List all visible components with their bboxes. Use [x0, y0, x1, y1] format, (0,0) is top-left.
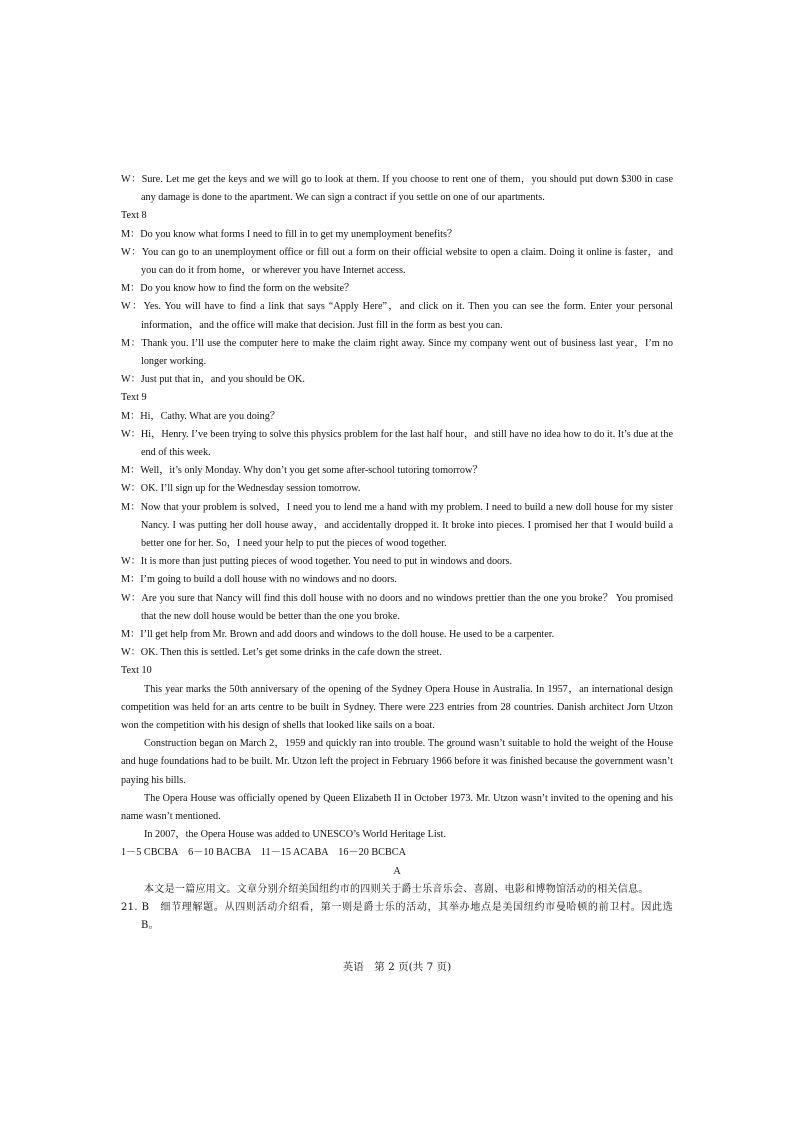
section-heading: Text 10 [121, 665, 152, 677]
section-heading: Text 8 [121, 210, 147, 222]
dialogue-line: W：You can go to an unemployment office or fill out a form on their official website to open a claim. Doing it online is faster，and you can do it from home，or wherever you have Internet access. [121, 246, 673, 276]
dialogue-line: W：OK. I’ll sign up for the Wednesday session tomorrow. [121, 483, 361, 495]
document-body [121, 171, 673, 935]
dialogue-line: W：OK. Then this is settled. Let’s get some drinks in the cafe down the street. [121, 647, 442, 659]
section-heading: Text 9 [121, 392, 147, 404]
section-letter: A [393, 865, 401, 877]
question-explanation: 21. B 细节理解题。从四则活动介绍看，第一则是爵士乐的活动，其举办地点是美国纽约市曼哈顿的前卫村。因此选 B。 [121, 902, 673, 932]
dialogue-line: M：I’ll get help from Mr. Brown and add doors and windows to the doll house. He used to be a carpenter. [121, 629, 555, 641]
dialogue-line: M：Do you know what forms I need to fill in to get my unemployment benefits？ [121, 228, 458, 240]
dialogue-line: W：Sure. Let me get the keys and we will go to look at them. If you choose to rent one of them，you should put down $300 in case any damage is done to the apartment. We can sign a contract if you settle on one of our apartments. [121, 174, 673, 204]
passage-paragraph: This year marks the 50th anniversary of the opening of the Sydney Opera House in Australia. In 1957，an international design competition was held for an arts centre to be built in Sydney. There were 223 entries from 28 countries. Danish architect Jorn Utzon won the competition with his design of shells that looked like sails on a boat. [121, 683, 673, 732]
dialogue-line: M：Hi，Cathy. What are you doing？ [121, 410, 281, 422]
dialogue-line: W：It is more than just putting pieces of wood together. You need to put in windows and doors. [121, 556, 513, 568]
passage-paragraph: The Opera House was officially opened by Queen Elizabeth II in October 1973. Mr. Utzon wasn’t invited to the opening and his name wasn’t mentioned. [121, 792, 673, 823]
dialogue-line: M：Thank you. I’ll use the computer here to make the claim right away. Since my company went out of business last year，I’m no longer working. [121, 337, 673, 368]
dialogue-line: M：Now that your problem is solved，I need you to lend me a hand with my problem. I need to build a new doll house for my sister Nancy. I was putting her doll house away，and accidentally dropped it. It broke into pieces. I promised her that I would build a better one for her. So，I need your help to put the pieces of wood together. [121, 501, 673, 550]
dialogue-line: W：Yes. You will have to find a link that says “Apply Here”，and click on it. Then you can see the form. Enter your personal information，and the office will make that decision. Just fill in the form as best you can. [121, 301, 673, 331]
dialogue-line: M：Well，it’s only Monday. Why don’t you get some after-school tutoring tomorrow？ [121, 465, 483, 477]
page-footer: 英语 第 2 页(共 7 页) [342, 961, 452, 973]
passage-paragraph: Construction began on March 2，1959 and quickly ran into trouble. The ground wasn’t suitable to hold the weight of the House and huge foundations had to be built. Mr. Utzon left the project in February 1966 before it was finished because the government wasn’t paying his bills. [121, 738, 673, 786]
dialogue-line: W：Are you sure that Nancy will find this doll house with no doors and no windows prettier than the one you broke？ You promised that the new doll house would be better than the one you broke. [121, 592, 673, 622]
dialogue-line: W：Just put that in，and you should be OK. [121, 374, 305, 386]
passage-summary: 本文是一篇应用文。文章分别介绍美国纽约市的四则关于爵士乐音乐会、喜剧、电影和博物馆活动的相关信息。 [144, 883, 649, 895]
dialogue-line: M：Do you know how to find the form on the website？ [121, 283, 355, 295]
passage-paragraph: In 2007，the Opera House was added to UNESCO’s World Heritage List. [144, 829, 447, 841]
dialogue-line: W：Hi，Henry. I’ve been trying to solve this physics problem for the last half hour，and still have no idea how to do it. It’s due at the end of this week. [121, 428, 673, 459]
dialogue-line: M：I’m going to build a doll house with no windows and no doors. [121, 574, 397, 586]
answer-key: 1－5 CBCBA 6－10 BACBA 11－15 ACABA 16－20 BCBCA [121, 847, 406, 859]
